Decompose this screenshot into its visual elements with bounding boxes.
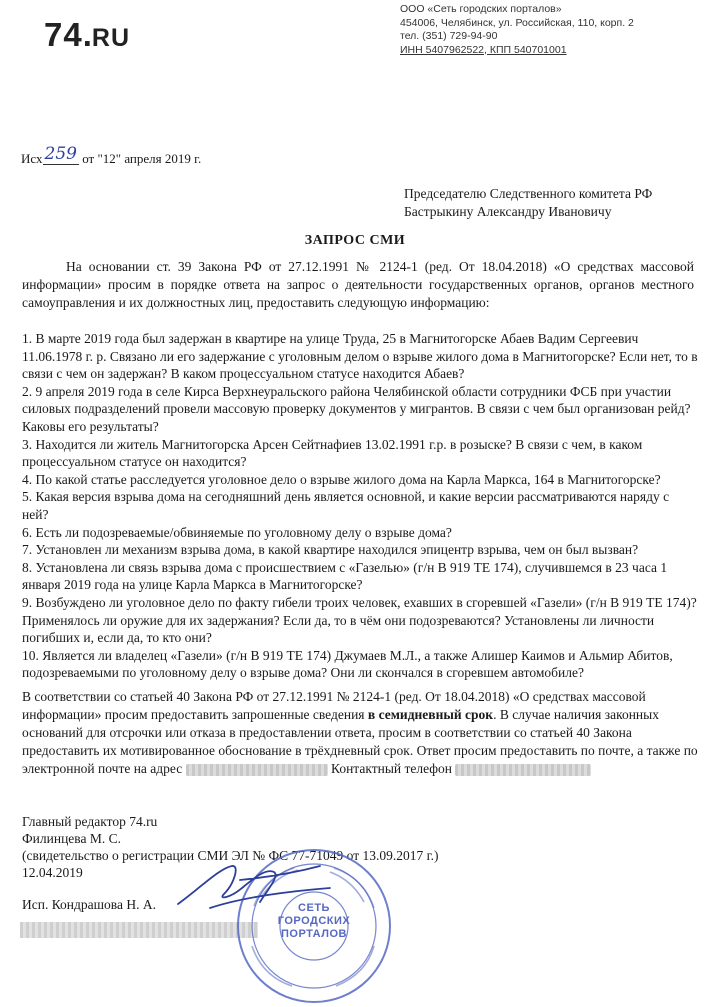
handwritten-signature	[170, 858, 340, 918]
closing-part-1: В соответствии со статьей 40 Закона РФ от 27.12.1991 № 2124-1 (ред. От 18.04.2018) «О средствах массовой информации» просим предоставить запрошенные сведения	[22, 689, 646, 722]
question-item: 4. По какой статье расследуется уголовное дело о взрыве жилого дома на Карла Маркса, 164 в Магнитогорске?	[22, 471, 661, 487]
logo-dot: .	[82, 16, 92, 53]
signer-name: Филинцева М. С.	[22, 831, 121, 846]
signer-date: 12.04.2019	[22, 865, 83, 880]
org-details	[400, 3, 700, 57]
ref-number-handwritten: 259	[44, 144, 77, 164]
closing-deadline-bold: в семидневный срок	[367, 707, 494, 722]
question-item: 7. Установлен ли механизм взрыва дома, в какой квартире находился эпицентр взрыва, чем он был вызван?	[22, 542, 639, 558]
org-phone: тел. (351) 729-94-90	[400, 30, 498, 42]
questions-list	[22, 330, 698, 682]
intro-paragraph: На основании ст. 39 Закона РФ от 27.12.1991 № 2124-1 (ред. От 18.04.2018) «О средствах массовой информации» просим в порядке ответа на запрос о деятельности государственных органов, органов местного самоуправления и их должностных лиц, предоставить следующую информацию:	[22, 259, 694, 310]
question-item: 8. Установлена ли связь взрыва дома с происшествием с «Газелью» (г/н В 919 ТЕ 174), случившемся в 23 часа 1 января 2019 года на улице Карла Маркса в Магнитогорске?	[22, 559, 668, 593]
org-name: ООО «Сеть городских порталов»	[400, 3, 562, 15]
stamp-line-3: ПОРТАЛОВ	[281, 928, 347, 940]
logo-74ru	[44, 16, 130, 54]
question-item: 2. 9 апреля 2019 года в селе Кирса Верхнеуральского района Челябинской области сотрудники ФСБ при участии силовых подразделений провели массовую проверку документов у мигрантов. В связи с чем был организован рейд? Каковы его результаты?	[22, 383, 691, 434]
logo-number: 74	[44, 16, 83, 53]
question-item: 3. Находится ли житель Магнитогорска Арсен Сейтнафиев 13.02.1991 г.р. в розыске? В связи с чем, в каком процессуальном статусе он находится?	[22, 436, 643, 470]
ref-date: от "12" апреля 2019 г.	[82, 151, 202, 166]
logo-tld: RU	[91, 24, 130, 52]
executor-name: Исп. Кондрашова Н. А.	[22, 897, 156, 912]
redacted-phone	[455, 764, 591, 776]
ref-prefix: Исх	[21, 151, 43, 166]
recipient-line-1: Председателю Следственного комитета РФ	[404, 186, 653, 201]
closing-part-2: . В случае наличия законных оснований для отсрочки или отказа в предоставлении ответа, просим в соответствии со статьей 40 Закона предоставить их мотивированное обоснование в трёхдневный срок. Ответ просим предоставить по почте, а также по электронной почте на адрес	[22, 707, 698, 776]
question-item: 5. Какая версия взрыва дома на сегодняшний день является основной, и какие версии рассматриваются наряду с ней?	[22, 489, 670, 522]
signer-title: Главный редактор 74.ru	[22, 814, 158, 829]
stamp-line-1: СЕТЬ	[298, 902, 330, 914]
recipient-line-2: Бастрыкину Александру Ивановичу	[404, 204, 612, 219]
redacted-email	[186, 764, 328, 776]
outgoing-reference	[21, 144, 202, 168]
closing-part-3: Контактный телефон	[327, 761, 456, 776]
question-item: 6. Есть ли подозреваемые/обвиняемые по уголовному делу о взрыве дома?	[22, 524, 452, 540]
redacted-executor-contact	[20, 922, 258, 938]
document-heading: ЗАПРОС СМИ	[304, 233, 406, 248]
stamp-line-2: ГОРОДСКИХ	[277, 915, 351, 927]
question-item: 10. Является ли владелец «Газели» (г/н В 919 ТЕ 174) Джумаев М.Л., а также Алишер Каимов и Альмир Абитов, подозреваемыми по уголовному делу о взрыве дома? Они ли скончался в сгоревшем автомобиле?	[22, 647, 673, 681]
signer-certificate: (свидетельство о регистрации СМИ ЭЛ № ФС 77-71049 от 13.09.2017 г.)	[22, 848, 439, 863]
org-address: 454006, Челябинск, ул. Российская, 110, корп. 2	[400, 16, 634, 29]
org-inn: ИНН 5407962522, КПП 540701001	[400, 43, 567, 56]
question-item: 1. В марте 2019 года был задержан в квартире на улице Труда, 25 в Магнитогорске Абаев Вадим Сергеевич 11.06.1978 г. р. Связано ли его задержание с уголовным делом о взрыве жилого дома в Магнитогорске? Если нет, то в связи с чем он задержан? В каком процессуальном статусе находится Абаев?	[22, 331, 698, 382]
recipient-block	[404, 185, 652, 221]
question-item: 9. Возбуждено ли уголовное дело по факту гибели троих человек, ехавших в сгоревшей «Газели» (г/н В 919 ТЕ 174)? Применялось ли оружие для их задержания? Если да, то в чём они подозреваются? Установлены ли личности погибших и, если да, то кто они?	[22, 594, 697, 646]
closing-paragraph	[22, 688, 698, 778]
